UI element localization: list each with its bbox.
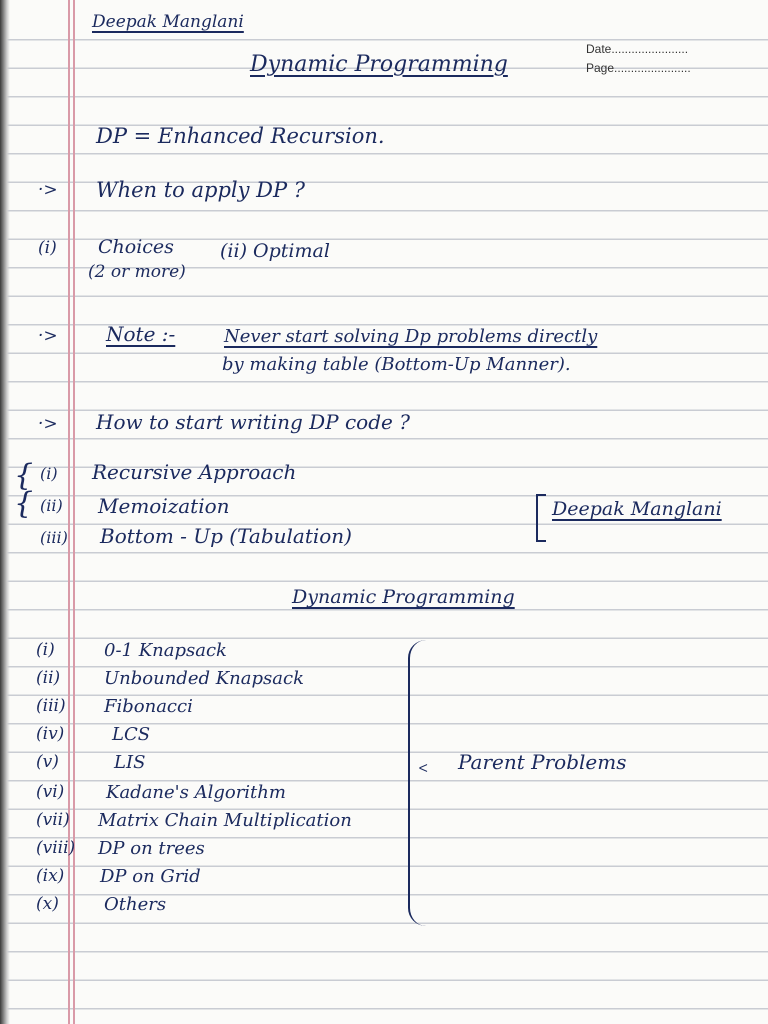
problem-number: (x) (36, 894, 59, 914)
problem-number: (vi) (36, 782, 65, 802)
step-number: (ii) (40, 496, 63, 515)
page-field: Page....................... (586, 61, 691, 75)
parent-problems-label: Parent Problems (458, 750, 627, 774)
step-bottom-up: Bottom - Up (Tabulation) (100, 524, 352, 548)
criteria-choices: Choices (98, 236, 174, 258)
step-number: (iii) (40, 528, 68, 547)
bullet-when: ·> (38, 180, 58, 200)
section-title: Dynamic Programming (292, 586, 515, 608)
criteria-optimal: (ii) Optimal (220, 240, 330, 262)
problem-number: (i) (36, 640, 55, 660)
author-name: Deepak Manglani (92, 12, 244, 32)
date-field: Date....................... (586, 42, 689, 56)
dp-definition: DP = Enhanced Recursion. (96, 124, 385, 148)
problem-item: LCS (112, 724, 151, 745)
margin-line-inner (73, 0, 75, 1024)
side-signature: Deepak Manglani (552, 498, 722, 520)
problem-number: (ii) (36, 668, 61, 688)
when-heading: When to apply DP ? (96, 178, 306, 202)
problem-item: Matrix Chain Multiplication (98, 810, 352, 831)
step-number: (i) (40, 464, 58, 483)
page-edge-shadow (0, 0, 10, 1024)
problem-number: (iv) (36, 724, 65, 744)
problem-number: (ix) (36, 866, 65, 886)
problem-item: 0-1 Knapsack (104, 640, 227, 661)
problem-item: LIS (114, 752, 146, 773)
criteria-1-number: (i) (38, 238, 57, 258)
problem-item: Unbounded Knapsack (104, 668, 304, 689)
bullet-how: ·> (38, 414, 58, 434)
step-memoization: Memoization (98, 494, 230, 518)
step-braces-icon: { { (14, 458, 34, 521)
step-recursive: Recursive Approach (92, 460, 297, 484)
problem-item: DP on trees (98, 838, 205, 859)
note-line-2: by making table (Bottom-Up Manner). (222, 354, 571, 375)
date-page-fields (586, 40, 691, 78)
problem-item: Others (104, 894, 167, 915)
how-heading: How to start writing DP code ? (96, 410, 410, 434)
note-line-1: Never start solving Dp problems directly (224, 326, 598, 347)
problem-number: (v) (36, 752, 59, 772)
problem-item: DP on Grid (100, 866, 201, 887)
problem-number: (iii) (36, 696, 66, 716)
problem-number: (vii) (36, 810, 70, 830)
note-label: Note :- (106, 322, 176, 346)
margin-line (68, 0, 70, 1024)
problem-item: Fibonacci (104, 696, 193, 717)
brace-tip-icon: ᑉ (418, 760, 429, 784)
page-title: Dynamic Programming (250, 52, 508, 77)
signature-bracket (536, 494, 546, 542)
criteria-choices-sub: (2 or more) (88, 262, 186, 282)
bullet-note: ·> (38, 326, 58, 346)
problem-item: Kadane's Algorithm (106, 782, 286, 803)
problem-number: (viii) (36, 838, 76, 858)
